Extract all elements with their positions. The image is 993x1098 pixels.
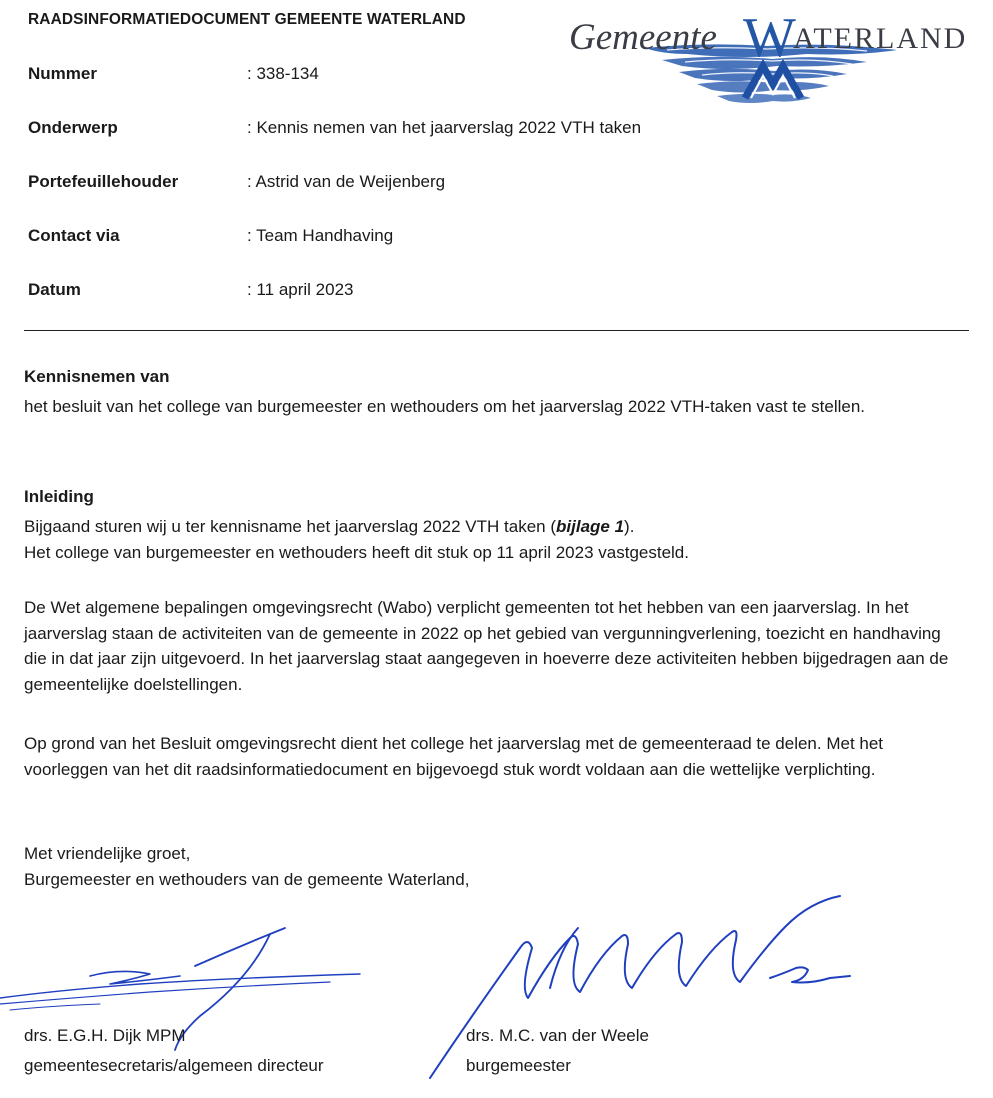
meta-label-contact-via: Contact via xyxy=(28,226,120,245)
meta-label-portefeuillehouder: Portefeuillehouder xyxy=(28,172,179,191)
meta-label-datum: Datum xyxy=(28,280,81,299)
section-title-kennisnemen: Kennisnemen van xyxy=(24,367,170,386)
meta-value-datum: : 11 april 2023 xyxy=(247,280,354,299)
signatory-mayor-role: burgemeester xyxy=(466,1056,571,1075)
signatory-mayor xyxy=(466,1021,649,1081)
header-divider xyxy=(24,330,969,331)
document-type-heading: RAADSINFORMATIEDOCUMENT GEMEENTE WATERLAND xyxy=(28,11,466,28)
signatory-secretary xyxy=(24,1021,324,1081)
signatory-mayor-name: drs. M.C. van der Weele xyxy=(466,1026,649,1045)
inleiding-line-1 xyxy=(24,514,974,540)
logo-initial-w: W xyxy=(743,7,796,69)
bijlage-reference: bijlage 1 xyxy=(556,517,625,536)
inleiding-wabo-text: De Wet algemene bepalingen omgevingsrecht (Wabo) verplicht gemeenten tot het hebben van een jaarverslag. In het jaarverslag staan de activiteiten van de gemeente in 2022 op het gebied van vergunningverlening, toezicht en handhaving die in dat jaar zijn uitgevoerd. In het jaarverslag staat aangegeven in hoeverre deze activiteiten hebben bijgedragen aan de gemeentelijke doelstellingen. xyxy=(24,598,949,694)
signatory-secretary-role: gemeentesecretaris/algemeen directeur xyxy=(24,1056,324,1075)
meta-label-nummer: Nummer xyxy=(28,64,97,83)
logo-word-waterland: ATERLAND xyxy=(793,22,968,55)
meta-value-onderwerp: : Kennis nemen van het jaarverslag 2022 VTH taken xyxy=(247,118,642,137)
closing xyxy=(24,841,974,892)
meta-value-nummer: : 338-134 xyxy=(247,64,319,83)
logo-word-gemeente: Gemeente xyxy=(569,17,717,58)
inleiding-line-1-end: ). xyxy=(624,517,635,536)
section-title-inleiding: Inleiding xyxy=(24,487,94,506)
inleiding-line-2: Het college van burgemeester en wethouders heeft dit stuk op 11 april 2023 vastgesteld. xyxy=(24,542,689,562)
inleiding-paragraph-bor xyxy=(24,731,959,782)
closing-sender: Burgemeester en wethouders van de gemeente Waterland, xyxy=(24,869,470,889)
section-body-kennisnemen xyxy=(24,394,954,420)
meta-value-portefeuillehouder: : Astrid van de Weijenberg xyxy=(247,172,446,191)
gemeente-waterland-logo xyxy=(567,4,982,112)
meta-value-contact-via: : Team Handhaving xyxy=(247,226,394,245)
inleiding-bor-text: Op grond van het Besluit omgevingsrecht dient het college het jaarverslag met de gemeenteraad te delen. Met het voorleggen van het dit raadsinformatiedocument en bijgevoegd stuk wordt voldaan aan die wettelijke verplichting. xyxy=(24,734,884,779)
inleiding-line-1-start: Bijgaand sturen wij u ter kennisname het jaarverslag 2022 VTH taken ( xyxy=(24,517,557,536)
closing-greeting: Met vriendelijke groet, xyxy=(24,844,191,863)
meta-label-onderwerp: Onderwerp xyxy=(28,118,118,137)
signatory-secretary-name: drs. E.G.H. Dijk MPM xyxy=(24,1026,186,1045)
inleiding-paragraph-wabo xyxy=(24,595,949,697)
inleiding-intro xyxy=(24,514,974,565)
kennisnemen-text: het besluit van het college van burgemeester en wethouders om het jaarverslag 2022 VTH-taken vast te stellen. xyxy=(24,397,866,416)
